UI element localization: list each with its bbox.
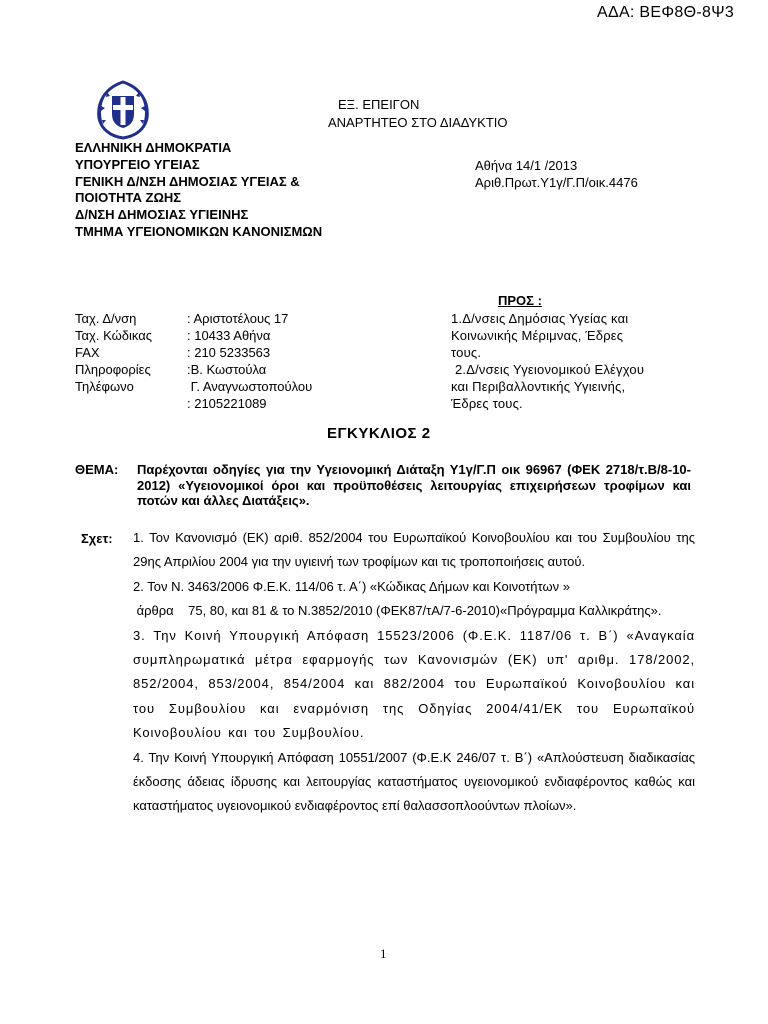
contact-row — [75, 310, 312, 327]
org-line: ΠΟΙΟΤΗΤΑ ΖΩΗΣ — [75, 190, 182, 206]
date-block — [475, 157, 638, 191]
contact-label: Ταχ. Κώδικας — [75, 328, 152, 343]
contact-row — [75, 395, 312, 412]
org-line: ΕΛΛΗΝΙΚΗ ΔΗΜΟΚΡΑΤΙΑ — [75, 140, 232, 155]
reference-item: 1. Τον Κανονισμό (ΕΚ) αριθ. 852/2004 του Ευρωπαϊκού Κοινοβουλίου και του Συμβουλίου της 29ης Απριλίου 2004 για την υγιεινή των τροφίμων και τις τροποποιήσεις αυτού. — [133, 530, 695, 570]
urgency-notice — [328, 96, 508, 132]
hellenic-republic-emblem-icon — [93, 80, 153, 140]
reference-item: 4. Την Κοινή Υπουργική Απόφαση 10551/2007 (Φ.Ε.Κ 246/07 τ. Β΄) «Απλούστευση διαδικασίας έκδοσης άδειας ίδρυσης και λειτουργίας καταστήματος υγειονομικού ενδιαφέροντος καθώς και καταστήματος υγειονομικού ενδιαφέροντος επί θαλασσοπλοούντων πλοίων». — [133, 749, 695, 814]
contact-row — [75, 361, 312, 378]
contact-value: : Αριστοτέλους 17 — [187, 311, 289, 326]
circular-title: ΕΓΚΥΚΛΙΟΣ 2 — [327, 425, 431, 442]
subject-label: ΘΕΜΑ: — [75, 462, 119, 477]
contact-value: : 10433 Αθήνα — [187, 328, 271, 343]
subject-text: Παρέχονται οδηγίες για την Υγειονομική Διάταξη Υ1γ/Γ.Π οικ 96967 (ΦΕΚ 2718/τ.Β/8-10-2012) «Υγειονομικοί όροι και προϋποθέσεις λειτουργίας επιχειρήσεων τροφίμων και ποτών και άλλες Διατάξεις». — [137, 462, 691, 508]
contact-label — [75, 395, 187, 412]
recipient-line: τους. — [451, 345, 482, 360]
contact-row — [75, 378, 312, 395]
ada-code: ΑΔΑ: ΒΕΦ8Θ-8Ψ3 — [597, 4, 735, 21]
contact-value: : 210 5233563 — [187, 345, 271, 360]
recipients-list — [451, 310, 644, 412]
org-line: ΤΜΗΜΑ ΥΓΕΙΟΝΟΜΙΚΩΝ ΚΑΝΟΝΙΣΜΩΝ — [75, 223, 323, 239]
contact-value: : 2105221089 — [187, 396, 267, 411]
references-label: Σχετ: — [81, 531, 113, 546]
contact-label: FAX — [75, 345, 100, 360]
contact-value: Γ. Αναγνωστοπούλου — [187, 379, 313, 394]
recipient-line: 1.Δ/νσεις Δημόσιας Υγείας και — [451, 311, 629, 326]
reference-item: 2. Τον Ν. 3463/2006 Φ.Ε.Κ. 114/06 τ. Α΄) «Κώδικας Δήμων και Κοινοτήτων » — [133, 578, 570, 594]
page-number: 1 — [380, 946, 387, 961]
recipient-line: Έδρες τους. — [451, 396, 523, 411]
urgency-line: ΕΞ. ΕΠΕΙΓΟΝ — [338, 97, 420, 112]
protocol-number: Αριθ.Πρωτ.Υ1γ/Γ.Π/οικ.4476 — [475, 175, 638, 190]
contact-label: Ταχ. Δ/νση — [75, 311, 137, 326]
contact-details — [75, 310, 312, 412]
issuing-organization — [75, 140, 322, 241]
org-line: ΓΕΝΙΚΗ Δ/ΝΣΗ ΔΗΜΟΣΙΑΣ ΥΓΕΙΑΣ & — [75, 173, 300, 189]
recipient-line: 2.Δ/νσεις Υγειονομικού Ελέγχου — [455, 362, 645, 377]
reference-item: 3. Την Κοινή Υπουργική Απόφαση 15523/2006 (Φ.Ε.Κ. 1187/06 τ. Β΄) «Αναγκαία συμπληρωματικά μέτρα εφαρμογής των Κανονισμών (ΕΚ) υπ' αριθμ. 178/2002, 852/2004, 853/2004, 854/2004 και 882/2004 του Ευρωπαϊκού Κοινοβουλίου και του Συμβουλίου και εναρμόνιση της Οδηγίας 2004/41/ΕΚ του Ευρωπαϊκού Κοινοβουλίου και του Συμβουλίου. — [133, 627, 695, 741]
references-list — [133, 526, 695, 819]
recipient-line: και Περιβαλλοντικής Υγιεινής, — [451, 379, 626, 394]
org-line: ΥΠΟΥΡΓΕΙΟ ΥΓΕΙΑΣ — [75, 156, 200, 172]
posting-line: ΑΝΑΡΤΗΤΕΟ ΣΤΟ ΔΙΑΔΥΚΤΙΟ — [328, 115, 508, 130]
recipients-title: ΠΡΟΣ : — [498, 293, 542, 308]
org-line: Δ/ΝΣΗ ΔΗΜΟΣΙΑΣ ΥΓΙΕΙΝΗΣ — [75, 207, 249, 223]
recipient-line: Κοινωνικής Μέριμνας, Έδρες — [451, 328, 624, 343]
reference-item: άρθρα 75, 80, και 81 & το Ν.3852/2010 (ΦΕΚ87/τΑ/7-6-2010)«Πρόγραμμα Καλλικράτης». — [133, 603, 662, 619]
contact-value: :Β. Κωστούλα — [187, 362, 267, 377]
contact-label: Τηλέφωνο — [75, 379, 134, 394]
contact-label: Πληροφορίες — [75, 362, 151, 377]
contact-row — [75, 327, 312, 344]
document-date: Αθήνα 14/1 /2013 — [475, 158, 578, 173]
contact-row — [75, 344, 312, 361]
